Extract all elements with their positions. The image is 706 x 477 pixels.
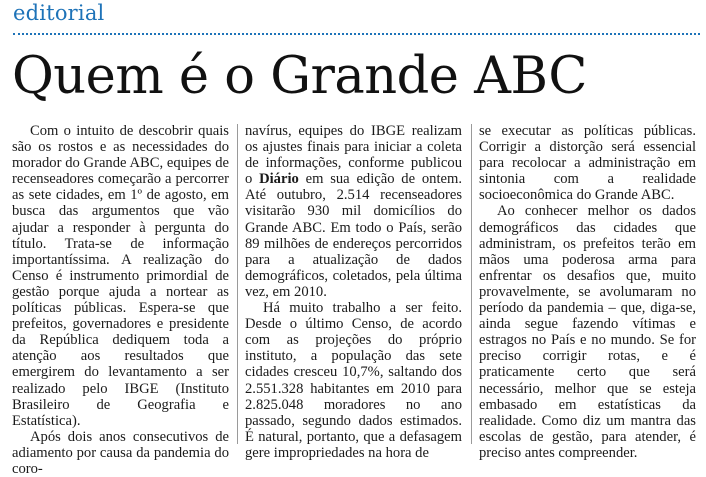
article-column-1 [12,123,229,477]
paragraph-text: navírus, equipes do IBGE realizam os ajustes finais para iniciar a coleta de informações, conforme publicou o [245,123,462,188]
newspaper-name: Diário [259,171,299,188]
paragraph: Há muito trabalho a ser feito. Desde o último Censo, de acordo com as projeções do próprio instituto, a população das sete cidades cresceu 10,7%, saltando dos 2.551.328 habitantes em 2010 para 2.825.048 moradores no ano passado, segundo dados estimados. É natural, portanto, que a defasagem gere impropriedades na hora de [245,300,462,461]
paragraph: Após dois anos consecutivos de adiamento por causa da pandemia do coro- [12,428,229,477]
headline: Quem é o Grande ABC [12,47,587,106]
paragraph: se executar as políticas públicas. Corrigir a distorção será essencial para recolocar a administração em sintonia com a realidade socioeconômica do Grande ABC. [479,123,696,204]
section-divider [13,33,700,35]
column-divider [237,124,238,444]
section-label: editorial [13,1,105,25]
paragraph [245,123,462,300]
paragraph: Ao conhecer melhor os dados demográficos das cidades que administram, os prefeitos terão em mãos uma poderosa arma para enfrentar os desafios que, muito provavelmente, se avolumaram no período da pandemia – que, diga-se, ainda segue fazendo vítimas e estragos no País e no mundo. Se for preciso corrigir rotas, e é praticamente certo que será necessário, melhor que se esteja embasado em estatísticas da realidade. Como diz um mantra das escolas de gestão, para atender, é preciso antes compreender. [479,203,696,461]
column-divider [471,124,472,444]
paragraph-text: em sua edição de ontem. Até outubro, 2.514 recenseadores visitarão 930 mil domicílios do Grande ABC. Em todo o País, serão 89 milhões de endereços percorridos para a atualização de dados demográficos, coletados, pela última vez, em 2010. [245,171,462,300]
article-column-3 [479,123,696,461]
article-column-2 [245,123,462,461]
paragraph: Com o intuito de descobrir quais são os rostos e as necessidades do morador do Grande ABC, equipes de recenseadores começarão a percorrer as sete cidades, em 1º de agosto, em busca das argumentos que vão ajudar a responder à pergunta do título. Trata-se de informação importantíssima. A realização do Censo é instrumento primordial de gestão porque ajuda a nortear as políticas públicas. Espera-se que prefeitos, governadores e presidente da República dediquem toda a atenção aos resultados que emergirem do levantamento a ser realizado pelo IBGE (Instituto Brasileiro de Geografia e Estatística). [12,123,229,429]
